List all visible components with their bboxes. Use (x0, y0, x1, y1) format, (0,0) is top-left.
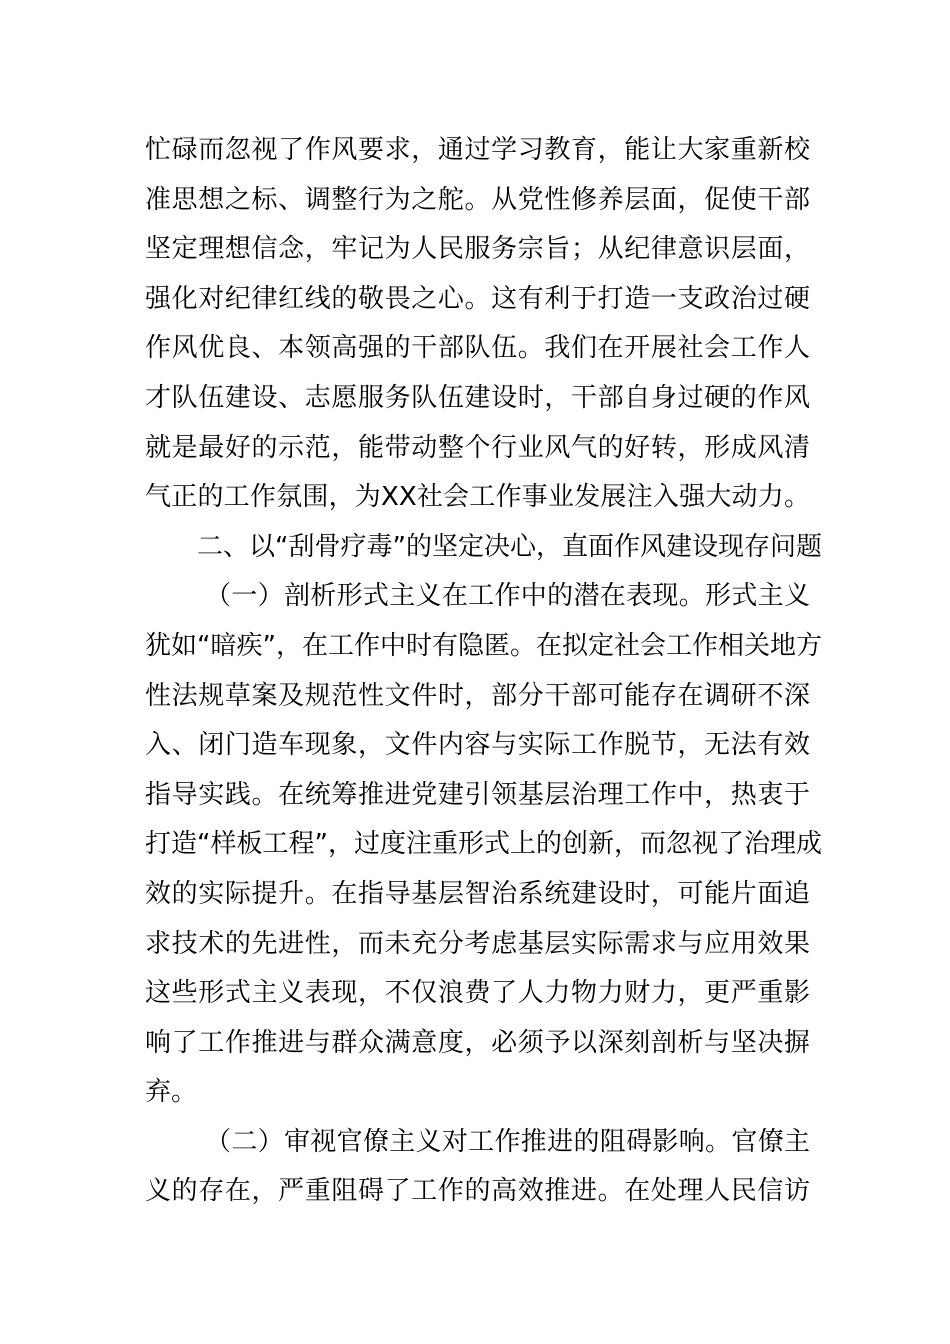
text-line: 响了工作推进与群众满意度，必须予以深刻剖析与坚决摒 (145, 1027, 810, 1058)
text-line: 就是最好的示范，能带动整个行业风气的好转，形成风清 (145, 432, 810, 463)
text-line: 才队伍建设、志愿服务队伍建设时，干部自身过硬的作风 (145, 382, 810, 413)
text-line: 这些形式主义表现，不仅浪费了人力物力财力，更严重影 (145, 978, 810, 1009)
text-line: 打造“样板工程”，过度注重形式上的创新，而忽视了治理成 (145, 829, 822, 860)
text-line: 坚定理想信念，牢记为人民服务宗旨；从纪律意识层面， (145, 234, 810, 265)
text-line: 强化对纪律红线的敬畏之心。这有利于打造一支政治过硬 (145, 283, 810, 314)
text-line: 气正的工作氛围，为XX社会工作事业发展注入强大动力。 (145, 482, 810, 513)
text-line: 效的实际提升。在指导基层智治系统建设时，可能片面追 (145, 878, 810, 909)
text-line: 入、闭门造车现象，文件内容与实际工作脱节，无法有效 (145, 730, 810, 761)
document-body (145, 126, 822, 1217)
section-heading: 二、以“刮骨疗毒”的坚定决心，直面作风建设现存问题 (197, 531, 822, 562)
subsection-heading: （二）审视官僚主义对工作推进的阻碍影响。官僚主 (205, 1126, 810, 1157)
text-line: 义的存在，严重阻碍了工作的高效推进。在处理人民信访 (145, 1176, 810, 1207)
text-line: 作风优良、本领高强的干部队伍。我们在开展社会工作人 (145, 333, 810, 364)
text-line: 犹如“暗疾”，在工作中时有隐匿。在拟定社会工作相关地方 (145, 630, 822, 661)
text-line: 忙碌而忽视了作风要求，通过学习教育，能让大家重新校 (145, 135, 810, 165)
text-line: 准思想之标、调整行为之舵。从党性修养层面，促使干部 (145, 184, 810, 215)
text-line: 指导实践。在统筹推进党建引领基层治理工作中，热衷于 (145, 779, 810, 810)
subsection-heading: （一）剖析形式主义在工作中的潜在表现。形式主义 (205, 581, 810, 612)
text-line: 性法规草案及规范性文件时，部分干部可能存在调研不深 (145, 680, 810, 711)
text-line: 求技术的先进性，而未充分考虑基层实际需求与应用效果 (145, 928, 810, 959)
text-line: 弃。 (145, 1077, 198, 1108)
